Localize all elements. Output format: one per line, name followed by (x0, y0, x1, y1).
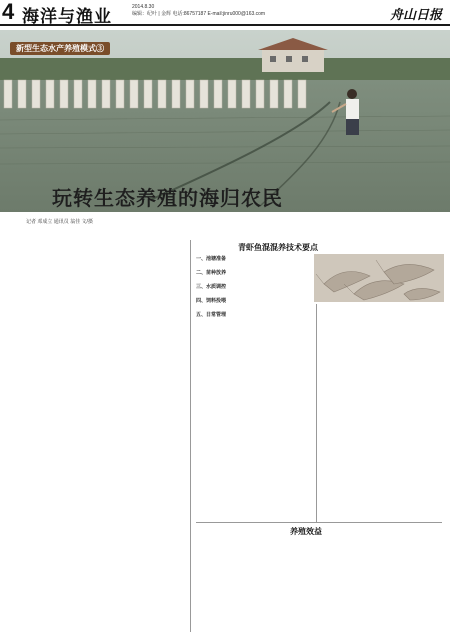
box-body (196, 536, 442, 632)
column-divider (190, 240, 191, 632)
sidebar-subhead: 三、水质调控 (196, 284, 227, 290)
article-headline: 玩转生态养殖的海归农民 (52, 186, 283, 210)
newspaper-name: 舟山日报 (389, 8, 442, 23)
sidebar-subhead: 四、饲料投喂 (196, 298, 227, 304)
box-title: 养殖效益 (290, 527, 322, 536)
article-body-column-1 (26, 228, 188, 632)
sidebar-subhead: 五、日常管理 (196, 312, 227, 318)
sidebar-title: 青虾鱼混混养技术要点 (238, 243, 318, 252)
article-byline: 记者 邓成立 通讯员 翁佳 文/摄 (26, 219, 93, 225)
editor-contact: 编辑：纪叶 | 金辉 电话:86757187 E-mail:jinru000@163.com (132, 11, 266, 17)
sidebar-subhead: 二、苗种放养 (196, 270, 227, 276)
sidebar-body-column-2 (320, 304, 442, 524)
shrimp-illustration (314, 254, 444, 302)
page-header (0, 0, 450, 26)
issue-date: 2014.8.30 (132, 4, 155, 10)
column-divider (316, 304, 317, 522)
section-title: 海洋与渔业 (22, 7, 112, 27)
sidebar-subhead: 一、池塘准备 (196, 256, 227, 262)
box-rule (196, 522, 442, 523)
shrimp-photo (314, 254, 444, 302)
issue-meta (132, 4, 265, 18)
series-banner: 新型生态水产养殖模式③ (10, 42, 110, 55)
page-number: 4 (2, 0, 15, 24)
